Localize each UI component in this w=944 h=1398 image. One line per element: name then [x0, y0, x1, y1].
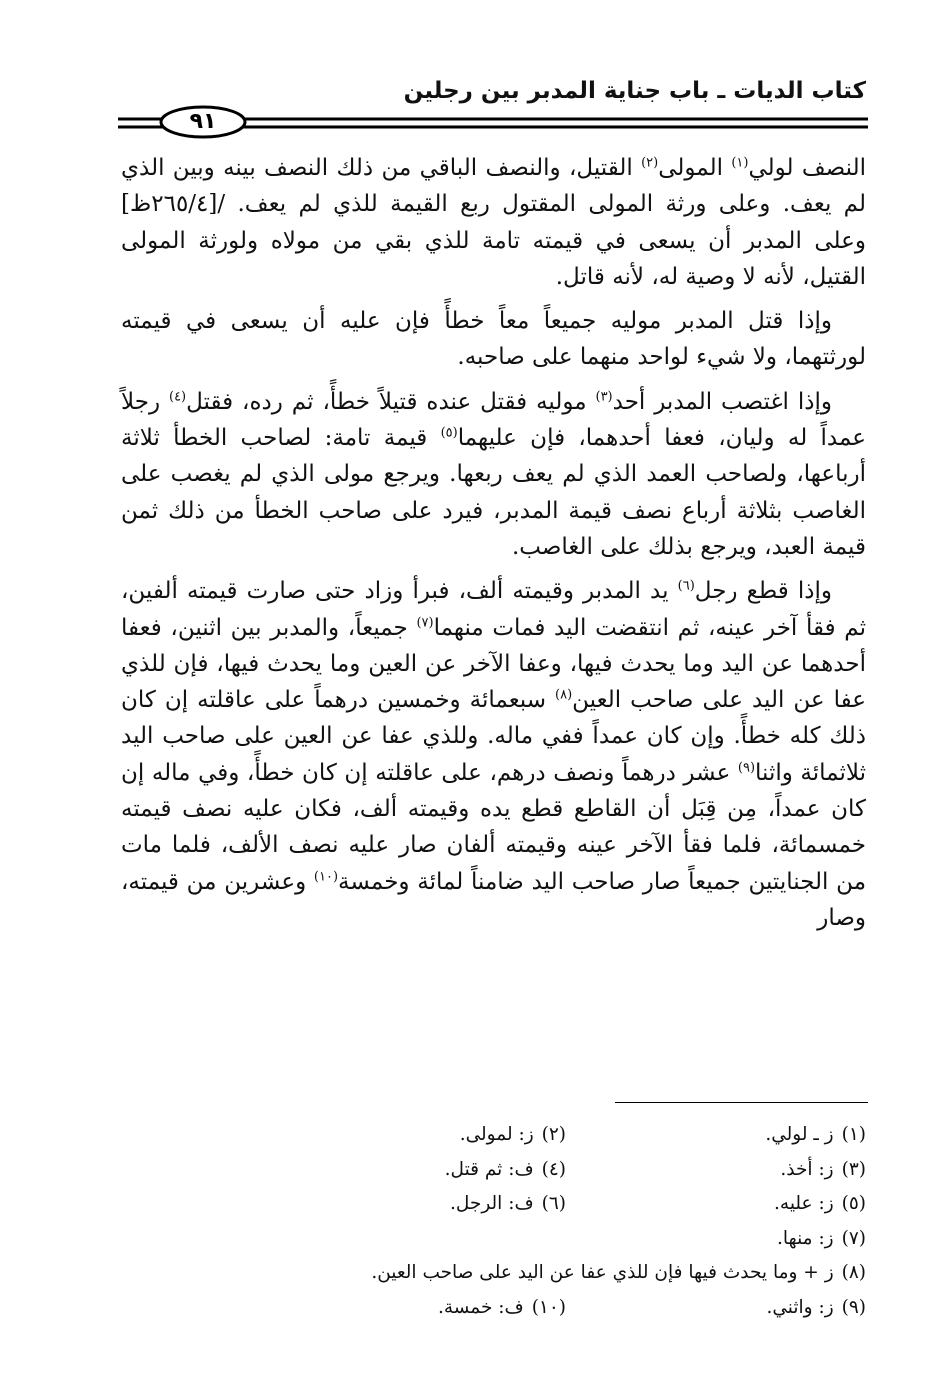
footnote-row	[226, 1291, 866, 1326]
footnote	[566, 1153, 866, 1188]
paragraph-text: وعشرين من قيمته، وصار	[121, 868, 866, 931]
footnote-row	[226, 1118, 866, 1153]
paragraph	[121, 303, 866, 376]
footnote-number: (٦)	[541, 1193, 566, 1214]
footnote-ref: (٢)	[641, 155, 659, 171]
footnote-ref: (٦)	[677, 578, 695, 594]
footnote-row	[226, 1187, 866, 1222]
paragraph-text: وإذا قتل المدبر موليه جميعاً معاً خطأً فإن عليه أن يسعى في قيمته لورثتهما، ولا شيء لواحد منهما على صاحبه.	[121, 308, 866, 371]
footnote-number: (٢)	[541, 1124, 566, 1145]
paragraph-text: وإذا اغتصب المدبر أحد	[612, 388, 832, 415]
footnotes	[226, 1118, 866, 1325]
footnote-text: ز: عليه.	[774, 1193, 834, 1214]
footnote-text: ز: واثني.	[766, 1296, 834, 1318]
footnote	[266, 1291, 566, 1326]
paragraph-text: وإذا قطع رجل	[694, 578, 832, 605]
footnote-number: (٧)	[841, 1227, 866, 1249]
footnote-ref: (٨)	[555, 687, 573, 703]
paragraph	[121, 384, 866, 565]
footnote	[266, 1118, 566, 1153]
paragraph	[121, 150, 866, 295]
footnote-ref: (٣)	[595, 389, 613, 405]
footnote-ref: (١)	[731, 155, 749, 171]
paragraph-text: المولى	[658, 155, 732, 181]
footnote-row	[226, 1256, 866, 1291]
footnote	[566, 1187, 866, 1222]
footnote	[226, 1256, 866, 1291]
paragraph-text: موليه فقتل عنده قتيلاً خطأً، ثم رده، فقتل	[186, 388, 596, 415]
footnote-number: (١)	[841, 1124, 866, 1145]
footnote-number: (٩)	[841, 1296, 866, 1318]
paragraph	[121, 573, 866, 936]
footnote-text: ف: خمسة.	[437, 1296, 524, 1318]
footnote-ref: (١٠)	[313, 868, 339, 884]
footnote-ref: (٥)	[440, 425, 458, 441]
footnote	[566, 1291, 866, 1326]
footnote-text: ز: منها.	[777, 1227, 834, 1249]
paragraph-text: قيمة تامة: لصاحب الخطأ ثلاثة أرباعها، ولصاحب العمد الذي لم يعف ربعها. ويرجع مولى الذي لم يغصب على الغاصب بثلاثة أرباع نصف قيمة المدبر، فيرد على صاحب الخطأ من ذلك ثمن قيمة العبد، ويرجع بذلك على الغاصب.	[121, 425, 866, 560]
footnote-text: ز: أخذ.	[780, 1158, 834, 1180]
footnote-text: ز + وما يحدث فيها فإن للذي عفا عن اليد على صاحب العين.	[371, 1262, 834, 1283]
main-text	[121, 150, 866, 944]
footnote-number: (٤)	[541, 1158, 566, 1180]
paragraph-text: جميعاً، والمدبر بين اثنين، فعفا أحدهما عن اليد وما يحدث فيها، وعفا الآخر عن العين وما يحدث فيها، فإن للذي عفا عن اليد على صاحب العين	[121, 614, 866, 714]
footnote-ref: (٩)	[737, 760, 756, 776]
paragraph-text: القتيل، والنصف الباقي من ذلك النصف بينه وبين الذي لم يعف. وعلى ورثة المولى المقتول ربع القيمة للذي لم يعف. /[٢٦٥/٤ظ] وعلى المدبر أن يسعى في قيمته تامة للذي بقي من مولاه ولورثة المولى القتيل، لأنه لا وصية له، لأنه قاتل.	[121, 155, 866, 290]
footnote-rule	[615, 1102, 868, 1103]
paragraph-text: عشر درهماً ونصف درهم، على عاقلته إن كان خطأً، وفي ماله إن كان عمداً، مِن قِبَل أن القاطع قطع يده وقيمته ألف، فكان عليه نصف قيمته خمسمائة، فلما فقأ الآخر عينه وقيمته ألفان صار عليه نصف الألف، فلما مات من الجنايتين جميعاً صار صاحب اليد ضامناً لمائة وخمسة	[121, 759, 867, 895]
page-number: ٩١	[189, 109, 217, 134]
footnote-text: ف: الرجل.	[450, 1193, 534, 1214]
paragraph-text: النصف لولي	[748, 155, 866, 181]
footnote-number: (٣)	[841, 1158, 866, 1180]
paragraph-text: يد المدبر وقيمته ألف، فبرأ وزاد حتى صارت قيمته ألفين، ثم فقأ آخر عينه، ثم انتقضت اليد فمات منهما	[121, 578, 866, 641]
footnote-number: (٨)	[841, 1262, 866, 1283]
footnote-text: ز: لمولى.	[459, 1124, 534, 1145]
paragraph-text: رجلاً عمداً له وليان، فعفا أحدهما، فإن عليهما	[121, 388, 866, 452]
footnote-number: (١٠)	[531, 1296, 566, 1318]
footnote-row	[226, 1153, 866, 1188]
footnote	[266, 1153, 566, 1188]
footnote-ref: (٤)	[168, 389, 187, 405]
footnote-row	[226, 1222, 866, 1257]
paragraph-text: سبعمائة وخمسين درهماً على عاقلته إن كان ذلك كله خطأً. وإن كان عمداً ففي ماله. وللذي عفا عن العين على صاحب اليد ثلاثمائة واثنا	[121, 687, 866, 786]
footnote-ref: (٧)	[416, 614, 434, 630]
footnote-number: (٥)	[841, 1193, 866, 1214]
footnote	[266, 1187, 566, 1222]
footnote	[566, 1222, 866, 1257]
footnote-text: ف: ثم قتل.	[444, 1158, 534, 1180]
running-title: كتاب الديات ـ باب جناية المدبر بين رجلين	[403, 78, 866, 104]
footnote	[566, 1118, 866, 1153]
footnote-text: ز ـ لولي.	[765, 1124, 834, 1145]
